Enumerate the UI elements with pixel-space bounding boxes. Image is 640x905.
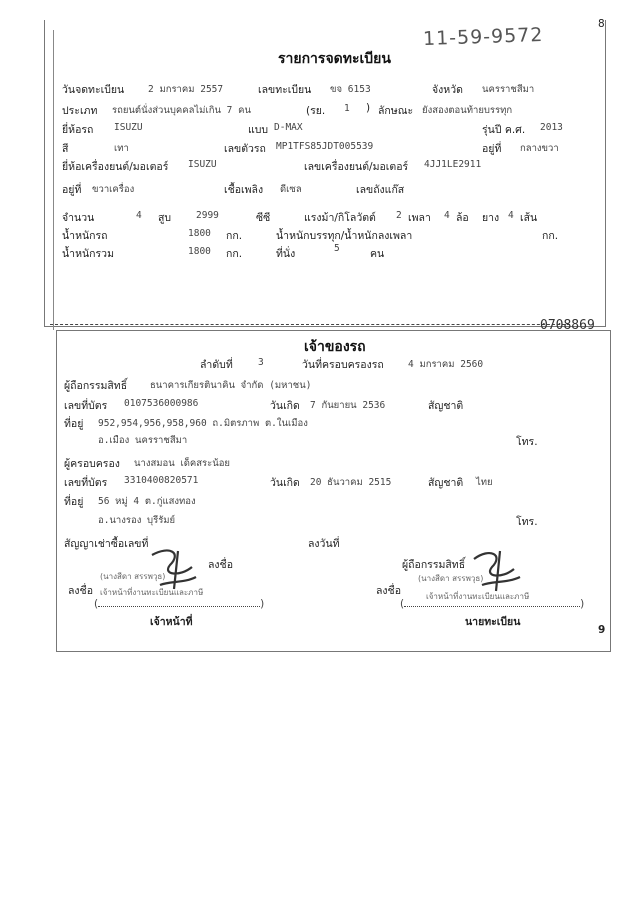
possessor-address-line1: 56 หมู่ 4 ต.กู่แสงทอง bbox=[98, 496, 196, 507]
holder-id-label: เลขที่บัตร bbox=[64, 400, 108, 412]
holder-address-label: ที่อยู่ bbox=[64, 418, 84, 430]
tire-unit: เส้น bbox=[520, 212, 538, 224]
possessor-phone-label: โทร. bbox=[516, 516, 538, 528]
possessor-birth-value: 20 ธันวาคม 2515 bbox=[310, 477, 392, 488]
engine-number-value: 4JJ1LE2911 bbox=[424, 159, 482, 170]
engine-brand-label: ยี่ห้อเครื่องยนต์/มอเตอร์ bbox=[62, 161, 169, 173]
possessor-value: นางสมอน เด็คสระน้อย bbox=[134, 458, 230, 469]
holder-address-line2: อ.เมือง นครราชสีมา bbox=[98, 435, 188, 446]
load-label: น้ำหนักบรรทุก/น้ำหนักลงเพลา bbox=[276, 230, 413, 242]
chassis-location-value: กลางขวา bbox=[520, 143, 559, 154]
registrar-label: นายทะเบียน bbox=[465, 616, 521, 628]
brand-label: ยี่ห้อรถ bbox=[62, 124, 94, 136]
possessor-id-label: เลขที่บัตร bbox=[64, 477, 108, 489]
order-label: ลำดับที่ bbox=[200, 359, 233, 371]
engine-location-label: อยู่ที่ bbox=[62, 184, 82, 196]
province-value: นครราชสีมา bbox=[482, 84, 535, 95]
cylinder-value: 4 bbox=[136, 210, 142, 221]
gross-weight-label: น้ำหนักรวม bbox=[62, 248, 114, 260]
year-value: 2013 bbox=[540, 122, 563, 133]
registration-left-border bbox=[53, 30, 54, 330]
registrar-paren-line: ( ) bbox=[400, 598, 585, 610]
bottom-page-number: 9 bbox=[598, 624, 606, 636]
chassis-label: เลขตัวรถ bbox=[224, 143, 266, 155]
registration-title: รายการจดทะเบียน bbox=[278, 51, 391, 67]
corner-page-mark: 8 bbox=[598, 18, 605, 30]
possessor-birth-label: วันเกิด bbox=[270, 477, 300, 489]
possessor-label: ผู้ครอบครอง bbox=[64, 458, 120, 470]
wheel-value: 4 bbox=[444, 210, 450, 221]
holder-label: ผู้ถือกรรมสิทธิ์ bbox=[64, 380, 128, 392]
registrar-name-hint: (นางสีดา สรรพวุธ) bbox=[418, 574, 484, 583]
officer-role-hint: เจ้าหน้าที่งานทะเบียนและภาษี bbox=[100, 588, 204, 597]
possessor-nationality-value: ไทย bbox=[476, 477, 493, 488]
sign-label-1: ลงชื่อ bbox=[208, 559, 233, 571]
brand-value: ISUZU bbox=[114, 122, 143, 133]
seat-value: 5 bbox=[334, 243, 340, 254]
date-value: 2 มกราคม 2557 bbox=[148, 84, 224, 95]
color-label: สี bbox=[62, 143, 69, 155]
province-label: จังหวัด bbox=[432, 84, 463, 96]
model-label: แบบ bbox=[248, 124, 269, 136]
type-value: รถยนต์นั่งส่วนบุคคลไม่เกิน 7 คน bbox=[112, 105, 251, 116]
sign-label-2: ลงชื่อ bbox=[68, 585, 93, 597]
type-label: ประเภท bbox=[62, 105, 98, 117]
holder-id-value: 0107536000986 bbox=[124, 398, 199, 409]
holder-address-line1: 952,954,956,958,960 ถ.มิตรภาพ ต.ในเมือง bbox=[98, 418, 308, 429]
holder-value: ธนาคารเกียรตินาคิน จำกัด (มหาชน) bbox=[150, 380, 312, 391]
registrar-role-hint: เจ้าหน้าที่งานทะเบียนและภาษี bbox=[426, 592, 530, 601]
possessor-nationality-label: สัญชาติ bbox=[428, 477, 464, 489]
gross-weight-value: 1800 bbox=[188, 246, 211, 257]
feature-value: ยังสองตอนท้ายบรรทุก bbox=[422, 105, 513, 116]
possession-date-label: วันที่ครอบครองรถ bbox=[302, 359, 384, 371]
regno-value: ขจ 6153 bbox=[330, 84, 371, 95]
load-unit: กก. bbox=[542, 230, 559, 242]
holder-birth-label: วันเกิด bbox=[270, 400, 300, 412]
regno-label: เลขทะเบียน bbox=[258, 84, 312, 96]
seat-label: ที่นั่ง bbox=[276, 248, 296, 260]
fuel-value: ดีเซล bbox=[280, 184, 302, 195]
feature-label: ลักษณะ bbox=[378, 105, 414, 117]
seat-unit: คน bbox=[370, 248, 385, 260]
officer-name-hint: (นางสีดา สรรพวุธ) bbox=[100, 572, 166, 581]
order-value: 3 bbox=[258, 357, 264, 368]
possessor-id-value: 3310400820571 bbox=[124, 475, 199, 486]
color-value: เทา bbox=[114, 143, 129, 154]
code-value: 1 bbox=[344, 103, 350, 114]
year-label: รุ่นปี ค.ศ. bbox=[482, 124, 526, 136]
cylinder-label: จำนวน bbox=[62, 212, 95, 224]
engine-location-value: ขวาเครื่อง bbox=[92, 184, 135, 195]
officer-label: เจ้าหน้าที่ bbox=[150, 616, 193, 628]
possession-date-value: 4 มกราคม 2560 bbox=[408, 359, 484, 370]
holder-birth-value: 7 กันยายน 2536 bbox=[310, 400, 386, 411]
power-label: แรงม้า/กิโลวัตต์ bbox=[304, 212, 376, 224]
lease-contract-label: สัญญาเช่าซื้อเลขที่ bbox=[64, 538, 149, 550]
section-divider bbox=[50, 324, 570, 325]
tire-label: ยาง bbox=[482, 212, 500, 224]
tire-value: 4 bbox=[508, 210, 514, 221]
handwritten-reference: 11-59-9572 bbox=[422, 23, 544, 51]
wheel-unit: ล้อ bbox=[456, 212, 469, 224]
holder-nationality-label: สัญชาติ bbox=[428, 400, 464, 412]
holder-phone-label: โทร. bbox=[516, 436, 538, 448]
serial-number: 0708869 bbox=[540, 318, 595, 333]
cylinder-unit: สูบ bbox=[158, 212, 172, 224]
model-value: D-MAX bbox=[274, 122, 303, 133]
holder-sign-label: ผู้ถือกรรมสิทธิ์ bbox=[402, 559, 466, 571]
weight-value: 1800 bbox=[188, 228, 211, 239]
fuel-label: เชื้อเพลิง bbox=[224, 184, 264, 196]
weight-label: น้ำหนักรถ bbox=[62, 230, 108, 242]
possessor-address-line2: อ.นางรอง บุรีรัมย์ bbox=[98, 515, 176, 526]
possessor-address-label: ที่อยู่ bbox=[64, 496, 84, 508]
cc-value: 2999 bbox=[196, 210, 219, 221]
engine-number-label: เลขเครื่องยนต์/มอเตอร์ bbox=[304, 161, 409, 173]
axle-unit: เพลา bbox=[408, 212, 431, 224]
axle-value: 2 bbox=[396, 210, 402, 221]
chassis-value: MP1TFS85JDT005539 bbox=[276, 141, 374, 152]
cc-unit: ซีซี bbox=[256, 212, 271, 224]
weight-unit: กก. bbox=[226, 230, 243, 242]
chassis-location-label: อยู่ที่ bbox=[482, 143, 502, 155]
date-label: วันจดทะเบียน bbox=[62, 84, 125, 96]
owner-title: เจ้าของรถ bbox=[304, 339, 366, 355]
officer-paren-line: ( ) bbox=[94, 598, 265, 610]
signature-mark-right bbox=[464, 545, 534, 595]
gas-tank-label: เลขถังแก๊ส bbox=[356, 184, 405, 196]
code-close: ) bbox=[366, 102, 371, 114]
code-label: (รย. bbox=[306, 105, 326, 117]
lease-date-label: ลงวันที่ bbox=[308, 538, 340, 550]
engine-brand-value: ISUZU bbox=[188, 159, 217, 170]
gross-weight-unit: กก. bbox=[226, 248, 243, 260]
sign-label-3: ลงชื่อ bbox=[376, 585, 401, 597]
